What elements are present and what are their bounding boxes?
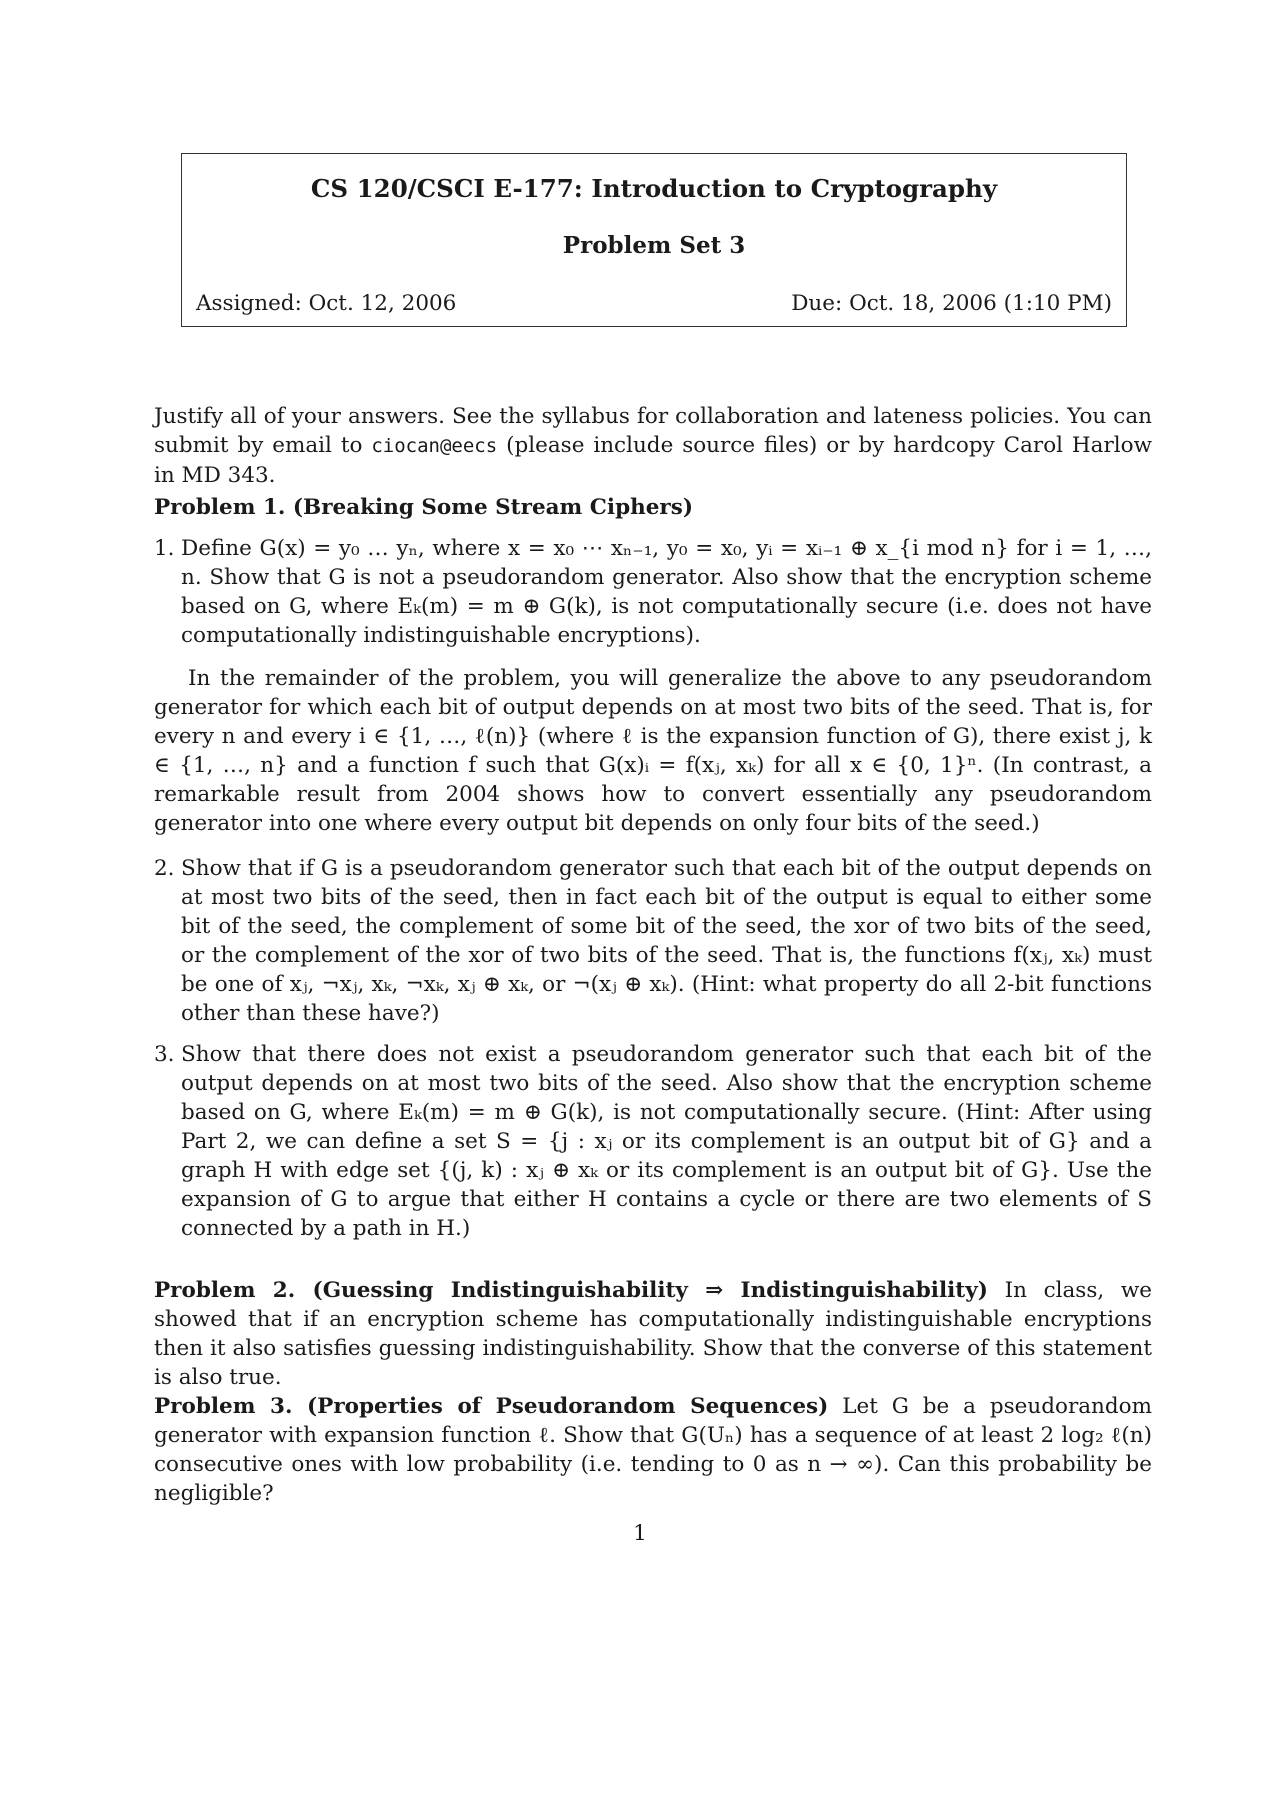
intro-text: Justify all of your answers. See the syllabus for collaboration and lateness policies. You can submit by email to <box>154 404 1152 458</box>
part-number: 1. <box>154 536 175 561</box>
part-number: 2. <box>154 856 175 881</box>
intro-paragraph <box>154 402 1152 490</box>
part-number: 3. <box>154 1042 175 1067</box>
problem-set-title: Problem Set 3 <box>562 232 746 259</box>
title-box <box>181 153 1127 327</box>
part-text: Show that if G is a pseudorandom generator such that each bit of the output depends on at most two bits of the seed, then in fact each bit of the output is equal to either some bit of the seed, the complement of some bit of the seed, the xor of two bits of the seed, or the complement of the xor of two bits of the seed. That is, the functions f(xⱼ, xₖ) must be one of xⱼ, ¬xⱼ, xₖ, ¬xₖ, xⱼ ⊕ xₖ, or ¬(xⱼ ⊕ xₖ). (Hint: what property do all 2-bit functions other than these have?) <box>181 856 1152 1026</box>
problem1-part2 <box>154 854 1152 1028</box>
problem2-heading: Problem 2. (Guessing Indistinguishability ⇒ Indistinguishability) <box>154 1278 988 1303</box>
problem3-text: Let G be a pseudorandom generator with expansion function ℓ. Show that G(Uₙ) has a sequence of at least 2 log₂ ℓ(n) consecutive ones with low probability (i.e. tending to 0 as n → ∞). Can this probability be negligible? <box>154 1394 1152 1506</box>
course-title: CS 120/CSCI E-177: Introduction to Cryptography <box>310 174 998 203</box>
problem1-heading: Problem 1. (Breaking Some Stream Ciphers) <box>154 495 694 520</box>
problem1-part1 <box>154 534 1152 650</box>
due-date: Due: Oct. 18, 2006 (1:10 PM) <box>791 291 1112 316</box>
assigned-date: Assigned: Oct. 12, 2006 <box>196 291 457 316</box>
part-text: Show that there does not exist a pseudorandom generator such that each bit of the output depends on at most two bits of the seed. Also show that the encryption scheme based on G, where Eₖ(m) = m ⊕ G(k), is not computationally secure. (Hint: After using Part 2, we can define a set S = {j : xⱼ or its complement is an output bit of G} and a graph H with edge set {(j, k) : xⱼ ⊕ xₖ or its complement is an output bit of G}. Use the expansion of G to argue that either H contains a cycle or there are two elements of S connected by a path in H.) <box>181 1042 1152 1241</box>
problem2 <box>154 1276 1152 1392</box>
problem2-text: In class, we showed that if an encryption scheme has computationally indistinguishable encryptions then it also satisfies guessing indistinguishability. Show that the converse of this statement is also true. <box>154 1278 1152 1390</box>
problem1-remark: In the remainder of the problem, you will generalize the above to any pseudorandom generator for which each bit of output depends on at most two bits of the seed. That is, for every n and every i ∈ {1, …, ℓ(n)} (where ℓ is the expansion function of G), there exist j, k ∈ {1, …, n} and a function f such that G(x)ᵢ = f(xⱼ, xₖ) for all x ∈ {0, 1}ⁿ. (In contrast, a remarkable result from 2004 shows how to convert essentially any pseudorandom generator into one where every output bit depends on only four bits of the seed.) <box>154 666 1152 836</box>
problem3 <box>154 1392 1152 1508</box>
page-number: 1 <box>633 1521 647 1546</box>
part-text: Define G(x) = y₀ … yₙ, where x = x₀ ⋯ xₙ₋₁, y₀ = x₀, yᵢ = xᵢ₋₁ ⊕ x_{i mod n} for i = 1, …, n. Show that G is not a pseudorandom generator. Also show that the encryption scheme based on G, where Eₖ(m) = m ⊕ G(k), is not computationally secure (i.e. does not have computationally indistinguishable encryptions). <box>181 536 1152 648</box>
submission-email: ciocan@eecs <box>371 435 498 457</box>
problem3-heading: Problem 3. (Properties of Pseudorandom Sequences) <box>154 1394 829 1419</box>
intro-text-continued: (please include source files) or by hardcopy Carol Harlow in MD 343. <box>154 433 1152 488</box>
problem1-part3 <box>154 1040 1152 1243</box>
